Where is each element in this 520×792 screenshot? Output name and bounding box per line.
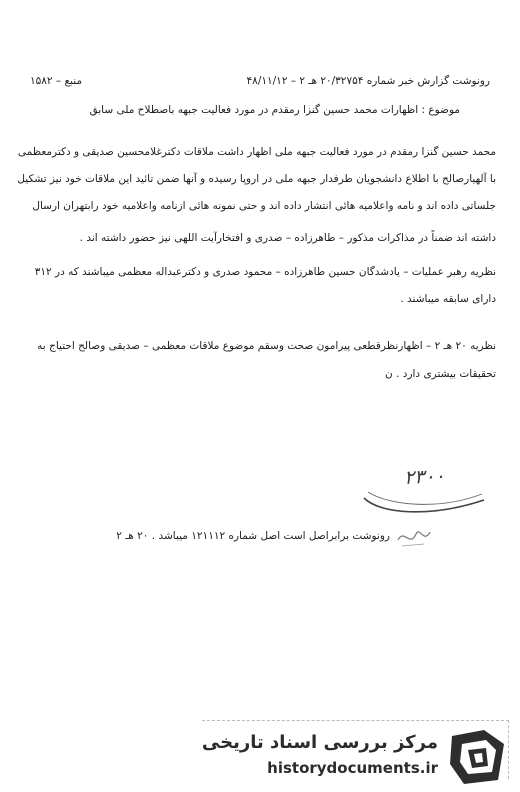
report-number-label: رونوشت گزارش خبر شماره ۲۰/۳۲۷۵۴ هـ ۲ – ۴۸/۱۱/۱۲	[246, 75, 490, 87]
archive-logo-icon	[446, 728, 510, 786]
department-opinion-line: تحقیقات بیشتری دارد . ن	[385, 368, 496, 380]
handwritten-signature	[394, 522, 434, 552]
archive-watermark	[202, 712, 518, 792]
body-line: با آلهیارصالح با اطلاع دانشجویان طرفدار جبهه ملی در اروپا رسیده و آنها ضمن تائید این ملاقات خود نیز تشکیل	[17, 173, 496, 185]
department-opinion-line: نظریه ۲۰ هـ ۲ – اظهارنظرقطعی پیرامون صحت وسقم موضوع ملاقات معظمی – صدیقی وصالح احتیاج به	[37, 340, 496, 352]
operations-opinion-line: نظریه رهبر عملیات – یادشدگان حسین طاهرزاده – محمود صدری و دکترعبداله معظمی میباشند که در ۳۱۲	[34, 266, 496, 278]
watermark-title: مرکز بررسی اسناد تاریخی	[201, 732, 438, 753]
document-header	[30, 74, 490, 88]
source-number: منبع – ۱۵۸۲	[30, 75, 83, 87]
watermark-url: historydocuments.ir	[267, 759, 438, 777]
body-line: داشته اند ضمناً در مذاکرات مذکور – طاهرزاده – صدری و افتخارآیت اللهی نیز حضور داشته اند .	[79, 232, 496, 244]
body-line: جلساتی داده اند و نامه واعلامیه هائی انتشار داده اند و حتی نمونه هائی ازنامه واعلامیه خود رابتهران ارسال	[32, 200, 496, 212]
operations-opinion-line: دارای سابقه میباشند .	[400, 293, 496, 305]
handwritten-number: ۲۳۰۰	[403, 464, 446, 490]
certification-line: رونوشت برابراصل است اصل شماره ۱۲۱۱۱۲ میباشد . ۲۰ هـ ۲	[116, 530, 390, 542]
subject-line: موضوع : اظهارات محمد حسین گنزا رمقدم در مورد فعالیت جبهه باصطلاح ملی سابق	[89, 104, 460, 116]
handwritten-curve	[360, 470, 490, 520]
body-line: محمد حسین گنزا رمقدم در مورد فعالیت جبهه ملی اظهار داشت ملاقات دکترغلامحسین صدیقی و دکترمعظمی	[17, 146, 496, 158]
